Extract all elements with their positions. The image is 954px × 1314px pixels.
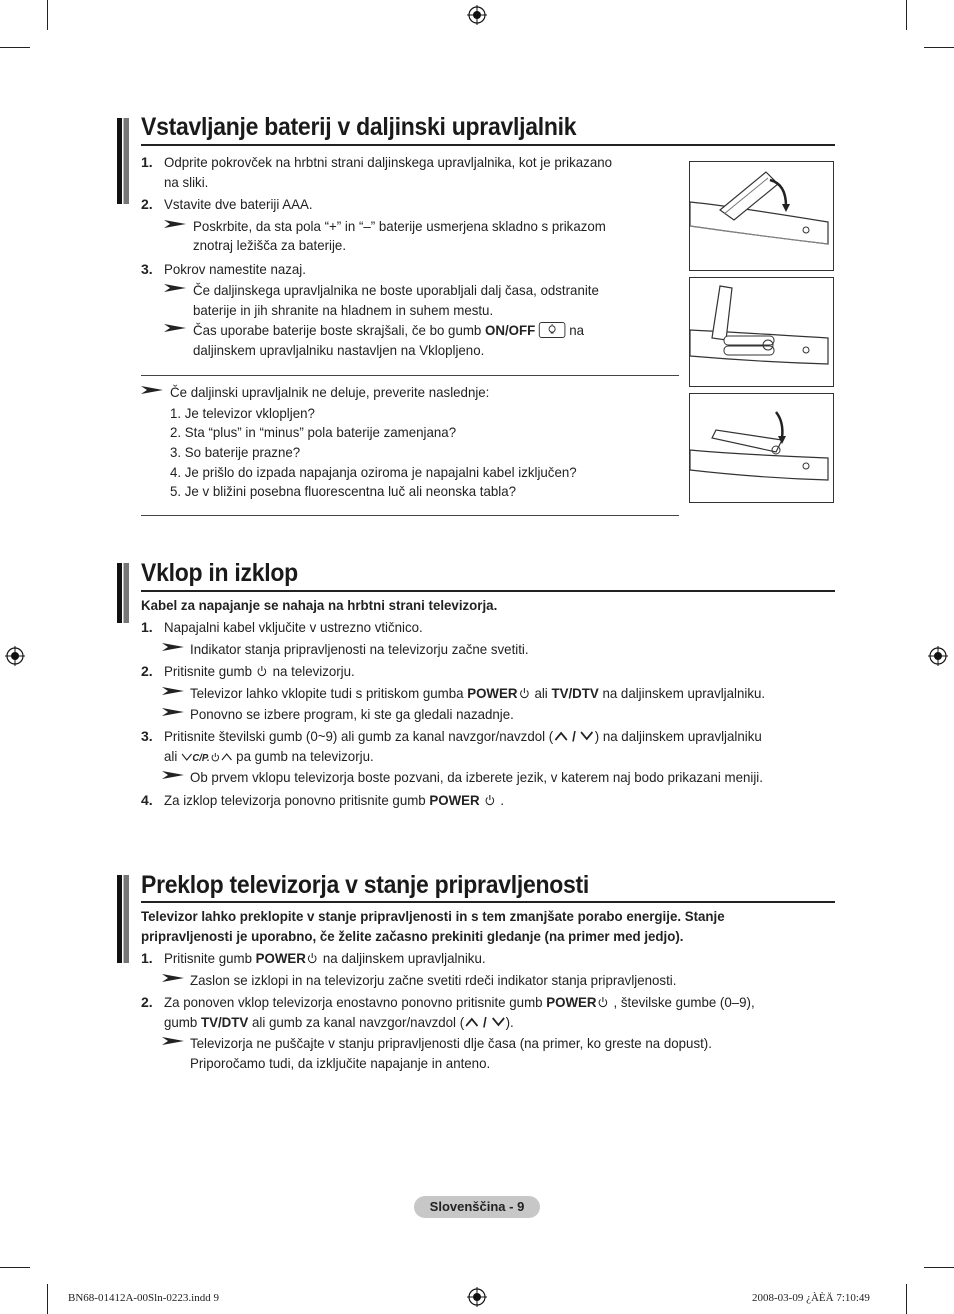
step-number: 1. [141, 950, 153, 966]
section-bar [117, 118, 129, 204]
note-arrow-icon [162, 707, 184, 717]
note-text: Priporočamo tudi, da izključite napajanje in anteno. [190, 1055, 491, 1071]
note-arrow-icon [164, 219, 186, 229]
power-icon [483, 792, 496, 810]
step-text: Napajalni kabel vključite v ustrezno vtičnico. [164, 619, 423, 635]
chevron-down-icon [181, 748, 192, 766]
light-button-icon [539, 322, 566, 338]
section-rule [141, 901, 835, 903]
step-text: ali C/P. pa gumb na televizorju. [164, 747, 374, 768]
power-icon [256, 663, 269, 681]
chevron-down-icon [579, 728, 594, 746]
note-arrow-icon [162, 686, 184, 696]
section-intro: Televizor lahko preklopite v stanje pripravljenosti in s tem zmanjšate porabo energije. Stanje [141, 908, 725, 924]
step-text: Pritisnite številski gumb (0~9) ali gumb za kanal navzgor/navzdol ( / ) na daljinskem upravljalniku [164, 727, 762, 746]
step-number: 1. [141, 619, 153, 635]
power-icon [517, 685, 530, 703]
note-text: Čas uporabe baterije boste skrajšali, če bo gumb ON/OFF na [193, 322, 585, 338]
note-arrow-icon [141, 385, 163, 395]
crop-mark [906, 1284, 907, 1314]
note-text: Televizor lahko vklopite tudi s pritiskom gumba POWER ali TV/DTV na daljinskem upravljalniku. [190, 684, 765, 703]
crop-mark [0, 1267, 30, 1268]
crop-mark [924, 47, 954, 48]
chevron-up-icon [464, 1014, 479, 1032]
check-intro: Če daljinski upravljalnik ne deluje, preverite naslednje: [170, 384, 490, 400]
check-item: 1. Je televizor vklopljen? [170, 405, 315, 421]
chevron-up-icon [553, 728, 568, 746]
registration-mark-icon [467, 5, 487, 25]
check-item: 2. Sta “plus” in “minus” pola baterije zamenjana? [170, 424, 457, 440]
step-text: Vstavite dve bateriji AAA. [164, 196, 313, 212]
note-arrow-icon [164, 283, 186, 293]
section-title-power: Vklop in izklop [141, 559, 298, 587]
note-arrow-icon [162, 642, 184, 652]
power-icon [596, 994, 609, 1012]
step-text: Pritisnite gumb na televizorju. [164, 662, 355, 681]
note-text: Poskrbite, da sta pola “+” in “–” baterije usmerjena skladno s prikazom [193, 218, 606, 234]
step-number: 3. [141, 261, 153, 277]
note-text: Ob prvem vklopu televizorja boste pozvani, da izberete jezik, v katerem naj bodo prikazani meniji. [190, 769, 763, 785]
footer-timestamp: 2008-03-09 ¿ÀÈÄ 7:10:49 [752, 1292, 870, 1304]
step-text: gumb TV/DTV ali gumb za kanal navzgor/navzdol ( / ). [164, 1013, 514, 1032]
crop-mark [924, 1267, 954, 1268]
note-text: Če daljinskega upravljalnika ne boste uporabljali dalj časa, odstranite [193, 282, 599, 298]
note-arrow-icon [162, 1036, 184, 1046]
note-text: Zaslon se izklopi in na televizorju začne svetiti rdeči indikator stanja pripravljenosti. [190, 972, 677, 988]
step-number: 2. [141, 663, 153, 679]
step-number: 1. [141, 154, 153, 170]
section-intro: Kabel za napajanje se nahaja na hrbtni strani televizorja. [141, 597, 498, 613]
step-number: 4. [141, 792, 153, 808]
note-divider [141, 375, 679, 376]
power-icon [306, 950, 319, 968]
note-divider [141, 515, 679, 516]
registration-mark-icon [5, 646, 25, 666]
step-text: Za izklop televizorja ponovno pritisnite gumb POWER . [164, 791, 504, 810]
note-arrow-icon [162, 770, 184, 780]
step-text: Pritisnite gumb POWER na daljinskem upravljalniku. [164, 949, 486, 968]
note-text: baterije in jih shranite na hladnem in suhem mestu. [193, 302, 494, 318]
step-number: 2. [141, 994, 153, 1010]
step-text: Pokrov namestite nazaj. [164, 261, 306, 277]
registration-mark-icon [467, 1287, 487, 1307]
check-item: 4. Je prišlo do izpada napajanja oziroma je napajalni kabel izklj​učen? [170, 464, 577, 480]
crop-mark [0, 47, 30, 48]
step-text: Odprite pokrovček na hrbtni strani daljinskega upravljalnika, kot je prikazano [164, 154, 613, 170]
section-title-batteries: Vstavljanje baterij v daljinski upravljalnik [141, 113, 577, 141]
step-number: 2. [141, 196, 153, 212]
check-item: 3. So baterije prazne? [170, 444, 301, 460]
note-arrow-icon [164, 323, 186, 333]
remote-close-cover-figure [689, 393, 834, 503]
crop-mark [906, 0, 907, 30]
step-text: na sliki. [164, 174, 209, 190]
remote-open-cover-figure [689, 161, 834, 271]
footer-file-info: BN68-01412A-00Sln-0223.indd 9 [68, 1292, 219, 1304]
note-text: Televizorja ne puščajte v stanju pripravljenosti dlje časa (na primer, ko greste na dopust). [190, 1035, 712, 1051]
note-text: Indikator stanja pripravljenosti na televizorju začne svetiti. [190, 641, 529, 657]
note-text: Ponovno se izbere program, ki ste ga gledali nazadnje. [190, 706, 514, 722]
section-bar [117, 563, 129, 623]
step-number: 3. [141, 728, 153, 744]
crop-mark [47, 0, 48, 30]
crop-mark [47, 1284, 48, 1314]
section-rule [141, 590, 835, 592]
chevron-up-icon [221, 748, 232, 766]
chevron-down-icon [490, 1014, 505, 1032]
section-intro: pripravljenosti je uporabno, če želite začasno prekiniti gledanje (na primer med jedjo). [141, 928, 684, 944]
check-item: 5. Je v bližini posebna fluorescentna luč ali neonska tabla? [170, 483, 517, 499]
note-text: daljinskem upravljalniku nastavljen na Vklopljeno. [193, 342, 485, 358]
page-number-badge: Slovenščina - 9 [414, 1196, 540, 1218]
section-title-standby: Preklop televizorja v stanje pripravljenosti [141, 871, 590, 899]
remote-insert-batteries-figure [689, 277, 834, 387]
note-text: znotraj ležišča za baterije. [193, 237, 347, 253]
registration-mark-icon [928, 646, 948, 666]
power-icon [210, 748, 221, 766]
section-rule [141, 144, 835, 146]
section-bar [117, 875, 129, 963]
note-arrow-icon [162, 973, 184, 983]
step-text: Za ponoven vklop televizorja enostavno ponovno pritisnite gumb POWER , številske gumbe (0–9), [164, 993, 755, 1012]
